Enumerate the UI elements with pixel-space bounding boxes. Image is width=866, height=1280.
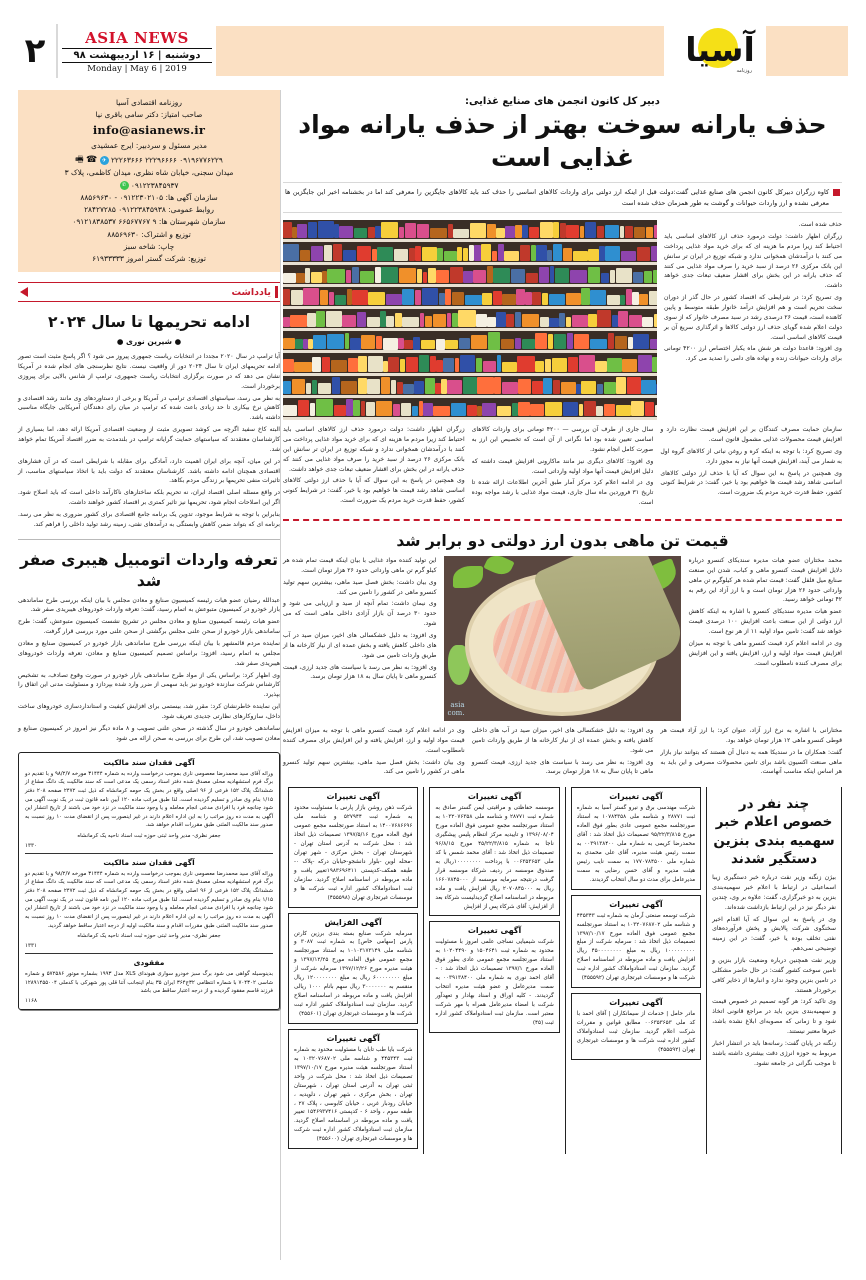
lost-notice-ref: ۱۱۶۸ — [25, 997, 38, 1004]
legal-notice-signature: جعفر نظری- مدیر واحد ثبتی حوزه ثبت اسناد ناحیه یک کرمانشاه — [77, 933, 221, 940]
fish-col-right-text — [688, 556, 842, 668]
main-column — [280, 90, 848, 1260]
classified-column-2 — [424, 787, 565, 1154]
ad-body: سرمایه شرکت صنایع بسته بندی برزین کارتن پارس [سهامی خاص] به شماره ثبت ۳۰۸۷ و شناسه ملی ۱۰۱۰۳۱۷۳۱۴۹ به استناد صورتجلسه مجمع عمومی فوق العاده مورخ ۱۳۹۷/۱۲/۲۵ و هیئت مدیره مورخ ۱۳۹۷/۱۲/۲۶ سرمایه شرکت از مبلغ ۶۰۰۰۰۰۰۰۰ ریال به مبلغ ۱۲۰۰۰۰۰۰۰۰ ریال منقسم به ۳۰۰۰۰۰۰۰ ریال سهم بانام ۱۰۰۰ ریالی افزایش یافت و ماده مربوطه در اساسنامه اصلاح گردید. سازمان ثبت اسنادواملاک کشور اداره ثبت شرکت ها و موسسات غیرتجاری تهران (۴۵۵۶۰۱) — [294, 930, 413, 1017]
info-ads: سازمان آگهی ها: ۰۹۱۲۲۳۰۲۱۰۵ - ۸۸۵۶۹۶۳۰ — [80, 192, 218, 202]
classified-ad[interactable] — [288, 913, 418, 1024]
fish-col-right — [688, 556, 842, 721]
legal-notice-ref: ۱۳۳۰ — [25, 842, 38, 849]
tuna-can-photo — [444, 556, 682, 721]
lead-col-right — [664, 220, 842, 420]
lead-lede — [283, 182, 842, 213]
masthead-band — [216, 26, 664, 76]
info-print: چاپ: شاخه سبز — [123, 241, 175, 251]
legal-notice-body: وراثه آقای سید محمدرضا معصومی ناری بموجب درخواست وارده به شماره ۳۱۴۴۴ مورخه ۹۸/۲/۷ و با تقدیم دو برگ فرم استشهادیه محلی مصدق شده دفتر اسناد رسمی یک مدعی است که سند مالکیت یک دانگ مشاع از ششدانگ پلاک ۱۵۲ فرعی از ۹۶ اصلی واقع در بخش یک حومه کرمانشاه که ذیل ثبت ۲۴۷۲ صفحه ۲۰۸ دفتر ۱/۱۵ بنام وی صادر و تسلیم گردیده است. لذا طبق مراتب ماده ۱۲۰ آیین نامه قانون ثبت در یک نوبت آگهی می شود چنانچه فرد یا افرادی مدعی انجام معامله و یا وجود سند مالکیت در نزد خود می باشند از تاریخ انتشار این آگهی به مدت ده روز مراتب را به این اداره اعلام دارند در غیر اینصورت پس از انقضای مدت ۱۰ روز نسبت به صدور سند مالکیت المثنی طبق مقررات اقدام خواهد شد. — [25, 770, 274, 829]
fish-columns — [283, 556, 842, 721]
legal-notices-box — [18, 752, 280, 1010]
page-body — [18, 90, 848, 1260]
publication-info-box — [18, 90, 280, 272]
date-english: Monday | May 6 | 2019 — [87, 63, 187, 74]
logo-subtitle: روزنامه — [736, 68, 752, 74]
ad-body: شرکت بایا طب تابان با مسئولیت محدود به شماره ثبت ۴۴۵۳۴۳ و شناسه ملی ۱۰۳۲۰۷۶۸۷۰۲ به استناد صورتجلسه هیئت مدیره مورخ ۱۳۹۷/۱۰/۱۷ تصمیمات ذیل اتخاذ شد : محل شرکت در واحد ثبتی تهران به آدرس استان تهران ، شهرستان تهران ، بخش مرکزی ، شهر تهران ، دلویدیه ، خیابان رودبار غربی ، خیابان کابوسی ، پلاک ۲۷ ، طبقه سوم ، واحد ۶ - کدپستی ۱۵۴۶۹۳۷۴۱۶ تغییر یافت و ماده مربوطه در اساسنامه اصلاح گردید. سازمان ثبت اسنادواملاک کشور اداره ثبت شرکت ها و موسسات غیرتجاری تهران (۴۵۵۶۰۰) — [294, 1046, 413, 1143]
info-cities: سازمان شهرستان ها: ۹ ۶۶۵۶۷۷۶۷ ۰۹۱۲۱۸۳۸۵۳۷ — [72, 217, 226, 227]
supermarket-photo — [283, 220, 657, 420]
paragraph: وی همچنین در پاسخ به این سوال که آیا با حذف ارز دولتی کالاهای اساسی شاهد رشد قیمت ها خواهیم بود یا خیر، گفت: در شرایط کنونی کشور، حفظ قدرت خرید مردم یک ضرورت است. — [660, 469, 842, 497]
paragraph: البته کاخ سفید اگرچه می کوشد تصویری مثبت از وضعیت اقتصادی آمریکا ارائه دهد، اما بسیاری از کارشناسان معتقدند که سیاستهای حمایت گرایانه ترامپ در بلندمدت به ضرر اقتصاد آمریکا تمام خواهد شد. — [18, 426, 280, 453]
paragraph: این نماینده خاطرنشان کرد: مقرر شد، بیستمی برای افزایش کیفیت و استانداردسازی خودروهای ساخت داخل، سازوکارهای نظارتی جدیدی تعریف شود. — [18, 703, 280, 721]
ad-body: مادر حامل | خدمات از سیمانکاران | آقای احمد با کد ملی ۰۰۶۳۵۳۶۵۳ مطابق قوانین و مقررات شرکت اعلام گردید. سازمان ثبت اسنادواملاک کشور اداره ثبت شرکت ها و موسسات غیرتجاری تهران (۴۵۵۵۹۲) — [576, 1011, 696, 1053]
fish-lower-mid-text — [472, 726, 654, 777]
paragraph: وی در ادامه اعلام کرد قیمت کنسرو ماهی با توجه به میزان افزایش قیمت مواد اولیه و ارز، افزایش یافته و این افزایش برای مصرف کننده نامطلوب است. — [688, 639, 842, 667]
note-section-header — [18, 282, 280, 302]
lead-lower-mid — [472, 425, 654, 510]
right-column — [18, 90, 280, 1260]
classified-ad[interactable] — [288, 1029, 418, 1149]
paragraph: این تولید کننده مواد غذایی با بیان اینکه قیمت تمام شده هر کیلو گرم تن ماهی وارداتی حدود ۲۶ هزار تومان است. — [283, 556, 437, 574]
ad-body: شرکت ذهن روشن بازار پارس با مسئولیت محدود به شماره ثبت ۵۲۷۹۴۴ و شناسه ملی ۱۴۰۰۷۶۸۶۶۹۶ به استناد صورتجلسه مجمع عمومی فوق العاده مورخ ۱۳۹۷/۵/۱۶ تصمیمات ذیل اتخاذ شد : محل شرکت به آدرس استان تهران - شهرستان تهران - بخش مرکزی - شهر تهران -محله لوین -بلوار دانشجو-خیابان درکه -پلاک ۰-طبقه همکف-کدپستی ۱۹۸۳۶۹۶۴۱۱تغییر یافت و ماده مربوطه در اساسنامه اصلاح گردید. سازمان ثبت اسنادواملاک کشور اداره ثبت شرکت ها و موسسات غیرتجاری تهران (۴۵۵۵۹۸) — [294, 805, 413, 901]
classifieds-grid — [283, 787, 842, 1154]
paragraph: گفت: همکاران ما در سندیکا همه به دنبال آن هستند که بتوانند نیاز بازار ماهی صنعت اکسیون باشد برای تامین محصولات مصرفی و این باید به هر اساس اینکه مناسب آنهاست. — [660, 748, 842, 776]
note-body — [18, 352, 280, 530]
paragraph: وزیر نفت همچنین درباره وضعیت بازار بنزین و تامین سوخت کشور گفت: در حال حاضر مشکلی در تامین بنزین وجود ندارد و انبارها از ذخایر کافی برخوردار هستند. — [712, 956, 836, 994]
paragraph: وی بیان داشت: بخش فصل صید ماهی، بیشترین سهم تولید کنسرو ماهی در کشور را تامین می کند. — [282, 758, 465, 776]
paragraph: در این میان، آنچه برای ایران اهمیت دارد، آمادگی برای مقابله با شرایطی است که در آن فشارهای اقتصادی همچنان ادامه داشته باشد. کارشناسان معتقدند که دولت باید با اتخاذ سیاستهای مناسب، از تاثیرات منفی تحریمها بر زندگی مردم بکاهد. — [18, 457, 280, 485]
classified-ad[interactable] — [429, 921, 559, 1032]
phone-icon: ☎ — [86, 154, 98, 165]
info-email[interactable]: info@asianews.ir — [92, 123, 206, 138]
paragraph: زرگران اظهار داشت: دولت درمورد حذف ارز کالاهای اساسی باید احتیاط کند زیرا مردم ما هزینه ای که برای خرید مواد غذایی پرداخت می کنند با درآمدشان همخوانی ندارد و شبکه توزیع در ایران تر سانش این بانک مرکزی ۲۶ درصد از سبد خرید را صرف مواد غذایی می کنند که حذف یارانه در این بخش برای اقشار ضعیف تبعات جدی خواهد داشت. — [282, 426, 465, 473]
fish-lower-left-text — [283, 726, 465, 777]
car-body — [18, 596, 280, 744]
parsley-leaf-icon — [453, 566, 483, 588]
info-owner: صاحب امتیاز: دکتر سامی باقری نیا — [95, 110, 203, 120]
lead-lower-left — [283, 425, 465, 510]
paragraph: مختارانی با اشاره به نرخ ارز آزاد، عنوان کرد: با ارز آزاد قیمت هر قوطی کنسرو ماهی ۱۲ هزار تومان خواهد بود. — [660, 726, 842, 744]
logo-text: آسیا — [685, 29, 755, 69]
info-address: میدان سجنی، خیابان شاه نظری، میدان کاظمی، پلاک ۳ — [64, 168, 234, 178]
lead-lede-text: کاوه زرگران دبیرکل کانون انجمن های صنایع غذایی گفت:دولت قبل از اینکه ارز دولتی برای واردات کالاهای اساسی را حذف کند باید کالاهای جایگزین را معرفی کند اما در بخشنامه اخیر این جایگزین ها معرفی نشده و ارز واردات حیوانات و گوشت به طور همزمان حذف شده است — [285, 188, 829, 207]
info-pr: روابط عمومی: ۰۹۱۲۲۳۸۴۵۹۳۸ ۲۸۴۲۷۲۸۵ — [84, 205, 214, 215]
ad-body: موسسه حفاظتی و مراقبتی ایمن گستر صادق به شماره ثبت ۲۸۷۷۱ و شناسه ملی ۱۰۳۲۰۷۶۳۵۸ به استناد صورتجلسه مجمع عمومی فوق العاده مورخ ۱۳۹۶/۰۸/۰۴ و تاییدیه مرکز انتظام پلیس پیشگیری ناجا به شماره ۴۵/۲۲/۳/۸۱۵ مورخ ۹۶/۸/۱۵ تصمیمات ذیل اتخاذ شد : آقای محمد شمس با کد ملی ۰۰۶۳۵۳۶۵۳ با پرداخت ۱۰۰۰۰۰۰۰۰ریال به صندوق موسسه در ردیف شرکاء موسسه قرار گرفت درنتیجه سرمایه موسسه از ۱۶۶۰۷۸۴۵۰۰۰ ریال به ۲۰۷۰۸۴۵۰۰۰ ریال افزایش یافت و ماده مربوطه در اساسنامه اصلاح گردیدلیست شرکاء بعد از افزایش: آقای شرکاء پس از افزایش — [435, 805, 554, 910]
masthead — [18, 18, 848, 84]
lead-col-right-text — [664, 220, 842, 364]
right-divider — [18, 539, 280, 540]
notice-divider — [25, 853, 273, 854]
fish-lower-right — [660, 726, 842, 779]
paragraph: محمد مختاران عضو هیات مدیره سندیکای کنسرو درباره دلایل افزایش قیمت کنسرو ماهی و کباب، شدن این صنعت صنایع میل فلفل گفت: قیمت تمام شده هر کیلوگرم تن ماهی وارداتی حدود ۲۶ هزار تومان است و با ارز آزاد این رقم به ۴۲ تومانی خواهد رسید. — [688, 556, 842, 604]
lead-lower-right — [660, 425, 842, 510]
bullet-square-icon — [833, 189, 840, 196]
info-mobile: ۰۹۱۲۲۳۸۴۵۹۳۷ — [130, 180, 179, 190]
ad-title: آگهی تغییرات — [609, 899, 663, 909]
paragraph: وی افزود: به نظر می رسد با سیاست های جدید ارزی، قیمت کنسرو ماهی تا پایان سال به ۱۸ هزار تومان برسد. — [471, 758, 654, 776]
note-byline: ● شیرین نوری ● — [116, 337, 182, 347]
paragraph: وی نیمان داشت: تمام آنچه از صید و ارزیابی می شود و حدود ۳۰ درصد آن بازار آزادی داخلی ماهی است که می شود. — [283, 600, 437, 628]
paragraph: وی در ادامه اعلام کرد مرکز آمار طبق آخرین اطلاعات ارائه شده تا تاریخ ۳۱ فروردین ماه سال جاری، قیمت مواد غذایی با رشد مواجه بوده است. — [471, 479, 654, 507]
paragraph: آیا ترامپ در سال ۲۰۲۰ مجددا در انتخابات ریاست جمهوری پیروز می شود ؟ اگر پاسخ مثبت است تصور ادامه تحریمهای ایران تا سال ۲۰۲۴ دور از واقعیت نیست. نتایج نظرسنجی های انجام شده در آمریکا نشان می دهد که در صورت برگزاری انتخابات ریاست جمهوری، ترامپ از شانس بالایی برای پیروزی برخوردار است. — [18, 353, 280, 390]
parsley-leaf-icon — [484, 556, 515, 579]
petrol-column — [707, 787, 842, 1154]
ad-title: آگهی تغییرات — [467, 792, 522, 802]
ad-title: آگهی تغییرات — [326, 792, 380, 802]
telegram-icon[interactable]: ✈ — [101, 156, 107, 164]
lead-lower-mid-text — [472, 425, 654, 508]
date-persian: دوشنبه | ۱۶ اردیبهشت ۹۸ — [62, 48, 212, 63]
lead-headline: حذف یارانه سوخت بهتر از حذف یارانه مواد غذایی است — [298, 110, 827, 172]
section-label: یادداشت — [231, 286, 271, 298]
car-headline: تعرفه واردات اتومبیل هیبری صفر شد — [19, 550, 279, 590]
paragraph: حذف شده است. — [798, 221, 842, 229]
info-editor: مدیر مسئول و سردبیر: ایرج عمشیدی — [91, 141, 207, 151]
paragraph: بیژن زنگنه وزیر نفت درباره خبر دستگیری زیبا اسماعیلی در ارتباط با اعلام خبر سهمیه‌بندی بنزین به دو خبرگزاری، گفت: علاوه بر وی، چندین نفر دیگر نیز در این ارتباط بازداشت شده‌اند. — [712, 874, 836, 911]
paragraph: وی اظهار کرد: براساس یکی از مواد طرح ساماندهی بازار خودرو در صورت وقوع تصادف، به تشخیص کارشناس شرکت سازنده خودرو نیز باید سهمی از ضرر وارد شده بپردازد و مسئولیت مدنی این اتفاق را بپذیرد. — [18, 671, 280, 699]
fish-lower-mid — [472, 726, 654, 779]
info-paper-name: روزنامه اقتصادی آسیا — [116, 98, 182, 107]
classified-ad[interactable] — [571, 895, 701, 989]
masthead-divider — [56, 24, 58, 78]
classified-ad[interactable] — [571, 787, 701, 889]
legal-notice-body: وراثه آقای سید محمدرضا معصومی ناری بموجب درخواست وارده به شماره ۳۱۴۴۴ مورخه ۹۸/۲/۷ و با تقدیم دو برگ فرم استشهادیه محلی مصدق شده دفتر اسناد رسمی یک مدعی است که سند مالکیت یک دانگ مشاع از ششدانگ پلاک ۱۵۲ فرعی از ۹۶ اصلی واقع در بخش یک حومه کرمانشاه که ذیل ثبت ۲۴۷۲ صفحه ۲۰۸ دفتر ۱/۱۵ بنام وی صادر و تسلیم گردیده است. لذا طبق مراتب ماده ۱۲۰ آیین نامه قانون ثبت در یک نوبت آگهی می شود چنانچه فرد یا افرادی مدعی انجام معامله و یا وجود سند مالکیت در نزد خود می باشند از تاریخ انتشار این آگهی به مدت ده روز مراتب را به این اداره اعلام دارند در غیر اینصورت پس از انقضای مدت ۱۰ روز نسبت به صدور سند مالکیت المثنی طبق مقررات اقدام و سند مالکیت اولیه از درجه اعتبار ساقط خواهد گردید. — [25, 870, 274, 929]
page-number: ۲ — [24, 31, 46, 71]
lead-photo-wrap — [283, 220, 657, 420]
info-mobile-row — [27, 180, 271, 192]
ad-body: شرکت شیمیایی نساجی علمی امروز با مسئولیت محدود به شماره ثبت ۱۵۰۴۶۴۱ و ۱۰۲۰۴۴۹۰ به استناد صورتجلسه مجمع عمومی عادی بطور فوق العاده مورخ ۱۳۹۷/۱ تصمیمات ذیل اتخاذ شد : - آقای احمد نوری به شماره ملی ۰۰۳۹۱۳۸۴۰۰ به سمت مدیرعامل و عضو هیئت مدیره انتخاب گردیدند. - کلیه اوراق و اسناد بهادار و تعهدآور شرکت با امضاء مدیرعامل همراه با مهر شرکت معتبر است. سازمان ثبت اسنادواملاک کشور اداره ثبت (۴۵) — [435, 939, 554, 1026]
paragraph: وی همچنین در پاسخ به این سوال که آیا با حذف ارز دولتی کالاهای اساسی شاهد رشد قیمت ها خواهیم بود یا خیر، گفت: در شرایط کنونی کشور، حفظ قدرت خرید مردم یک ضرورت است. — [282, 477, 465, 505]
paragraph: وی افزود: به نظر می رسد با سیاست های جدید ارزی، قیمت کنسرو ماهی تا پایان سال به ۱۸ هزار تومان برسد. — [283, 663, 437, 681]
ad-title: آگهی تغییرات — [609, 998, 663, 1008]
info-phones — [27, 153, 271, 168]
legal-notice-title: آگهی فقدان سند مالکیت — [103, 757, 195, 767]
fish-photo-wrap — [444, 556, 682, 721]
ad-title: آگهی تغییرات — [467, 926, 522, 936]
fish-col-left — [283, 556, 437, 721]
fish-headline: قیمت تن ماهی بدون ارز دولتی دو برابر شد — [396, 532, 729, 550]
paragraph: زنگنه در پایان گفت: رسانه‌ها باید در انتشار اخبار مربوط به حوزه انرژی دقت بیشتری داشته باشند تا موجب نگرانی در جامعه نشود. — [712, 1039, 836, 1067]
ad-title: آگهی تغییرات — [609, 792, 663, 802]
section-bar-icon — [275, 286, 278, 298]
classified-ad[interactable] — [288, 787, 418, 907]
lead-body-columns — [283, 220, 842, 420]
note-headline: ادامه تحریمها تا سال ۲۰۲۴ — [47, 313, 251, 332]
lost-notice-title: مفقودی — [133, 957, 165, 967]
classified-column-3 — [566, 787, 707, 1154]
paragraph: بنابراین با توجه به شرایط موجود، تدوین یک برنامه جامع اقتصادی برای کشور ضروری به نظر می رسد. برنامه ای که بتواند ضمن کاهش وابستگی به درآمدهای نفتی، زمینه رشد تولید داخلی را فراهم کند. — [18, 511, 280, 528]
paragraph: ساماندهی خودرو در سال گذشته در صحن علنی تصویب و ۸ ماده دیگر نیز امروز در کمیسیون صنایع و معادن تصویب شد، این طرح برای بررسی به صحن ارائه می شود — [18, 724, 280, 742]
paragraph: عبدالله رضیان عضو هیات رئیسه کمیسیون صنایع و معادن مجلس با بیان اینکه بررسی طرح ساماندهی بازار خودرو در کمیسیون متبوعش به اتمام رسید، گفت: تعرفه واردات خودروهای هیبریدی صفر شد. — [18, 596, 280, 614]
paragraph: وی افزود: به دلیل خشکسالی های اخیر، میزان صید در آب های داخلی کاهش یافته و بخش عمده ای از نیاز کارخانه ها از طریق واردات تامین می شود. — [283, 631, 437, 659]
brand-name-en: ASIA NEWS — [85, 28, 189, 47]
petrol-headline: چند نفر در خصوص اعلام خبر سهمیه بندی بنزین دستگیر شدند — [713, 796, 835, 867]
paragraph: نماینده مردم قائمشهر با بیان اینکه بررسی طرح ساماندهی بازار خودرو در کمیسیون صنایع و معادن مجلس به اتمام رسید، افزود: براساس تصمیم کمیسیون صنایع و معادن، تعرفه واردات خودروهای هیبریدی صفر شد. — [18, 640, 280, 667]
ad-body: شرکت مهندسی برق و نیرو گستر آسیا به شماره ثبت ۲۸۷۷۱ و شناسه ملی ۱۰۷۸۴۳۵۸ به استناد صورتجلسه مجمع عمومی عادی بطور فوق العاده مورخ ۹۵/۲۲/۳/۸۱۵ تصمیمات ذیل اتخاذ شد : آقای محمدرضا کریمی به شماره ملی ۰۰۳۹۱۳۸۴۰۰ به سمت رئیس هیئت مدیره، آقای علی محمدی به شماره ملی ۱۷۷۰۷۸۴۵۰۰ به سمت نایب رئیس هیئت مدیره و آقای حسن رضایی به سمت مدیرعامل برای مدت دو سال انتخاب گردیدند. — [576, 805, 696, 883]
photo-watermark: asia .com — [447, 700, 465, 717]
paragraph: وی تصریح کرد: با توجه به اینکه کره و روغن نباتی از کالاهای گروه اول به شمار می آیند، افزایش قیمت آنها نیاز به مجوز دارد. — [660, 447, 842, 465]
lead-lower-left-text — [283, 425, 465, 506]
lead-kicker: دبیر کل کانون انجمن های صنایع غذایی: — [465, 96, 660, 107]
paragraph: در واقع مسئله اصلی اقتصاد ایران، نه تحریم بلکه ساختارهای ناکارآمد داخلی است که باید اصلاح شود. اگر این اصلاحات انجام شود، تحریمها نیز تاثیر کمتری بر اقتصاد کشور خواهند داشت. — [18, 489, 280, 507]
lead-lower-right-text — [660, 425, 842, 498]
fish-col-left-text — [283, 556, 437, 682]
paragraph: وی افزود: به دلیل خشکسالی های اخیر، میزان صید در آب های داخلی کاهش یافته و بخش عمده ای از نیاز کارخانه ها از طریق واردات تامین می شود. — [471, 726, 654, 754]
fax-icon: 🖷 — [75, 154, 84, 165]
paragraph: وی در ادامه اعلام کرد قیمت کنسرو ماهی با توجه به میزان افزایش قیمت مواد اولیه و ارز، افزایش یافته و این افزایش برای مصرف کننده نامطلوب است. — [282, 726, 465, 754]
whatsapp-icon[interactable]: ✆ — [120, 181, 129, 190]
paragraph: عضو هیات رئیسه کمیسیون صنایع و معادن مجلس در تشریح نشست کمیسیون متبوعش، گفت: طرح ساماندهی بازار خودرو از صحن علنی مجلس برگشتی از صحن علنی مورد بررسی قرار گرفت. — [18, 618, 280, 636]
ad-title: آگهی الفزایش — [324, 917, 382, 927]
paragraph: وی در پاسخ به این سوال که آیا اقدام اخیر سخنگوی شرکت پالایش و پخش فرآورده‌های نفتی تخلف بوده یا خیر، گفت: در این زمینه توضیحی نمی‌دهم. — [712, 915, 836, 953]
classified-ad[interactable] — [429, 787, 559, 916]
phone-numbers: ۰۹۱۹۶۷۷۶۲۲۹ ۲۲۲۹۶۶۶۶ ۲۲۲۶۳۶۶۶ — [110, 155, 223, 165]
legal-notice-title: آگهی فقدان سند مالکیت — [103, 857, 195, 867]
lost-notice-body: بدینوسیله گواهی می شود برگ سبز خودرو سواری هیوندای XLS مدل ۱۹۹۳ بشماره موتور ۵۷۲۵۸۶ و شماره شاسی ۷۰۴۳۰۲ با شماره انتظامی ۳۲ج۳۶۴ ایران ۳۵ بنام اینجانب آتنا قلی پور شهرکی با کدملی ۱۲۸۹۱۴۵۵۰۰۴ فرزند قاسم مفقود گردیده و از درجه اعتبار ساقط می باشد — [25, 970, 273, 995]
paragraph: عضو هیات مدیره سندیکای کنسرو با اشاره به اینکه کاهش ارز دولتی از این صنعت باعث افزایش ۱۰۰ درصدی قیمت خواهد شد گفت: تامین مواد اولیه ۱۱ از هر نوع است. — [688, 608, 842, 635]
paragraph: وی بیان داشت: بخش فصل صید ماهی، بیشترین سهم تولید کنسرو ماهی در کشور را تامین می کند. — [283, 578, 437, 596]
fish-lower-right-text — [660, 726, 842, 777]
masthead-left-band — [766, 26, 848, 76]
paragraph: وی افزود: کالاهای دیگری نیز مانند ماکارونی افزایش قیمت داشته که دلیل افزایش قیمت آنها مواد اولیه وارداتی است. — [471, 457, 654, 475]
ad-title: آگهی تغییرات — [326, 1033, 380, 1043]
paragraph: زرگران اظهار داشت: دولت درمورد حذف ارز کالاهای اساسی باید احتیاط کند زیرا مردم ما هزینه ای که برای خرید مواد غذایی پرداخت می کنند با درآمدشان همخوانی ندارد و شبکه توزیع در ایران تر سانش این بانک مرکزی ۲۶ درصد از سبد خرید را صرف مواد غذایی می کنند که حذف یارانه در این بخش برای اقشار ضعیف تبعات جدی خواهد داشت. — [663, 232, 842, 290]
paragraph: وی تاکید کرد: هر گونه تصمیم در خصوص قیمت و سهمیه‌بندی بنزین باید در مراجع قانونی اتخاذ شود و تا زمانی که مصوبه‌ای ابلاغ نشده باشد، خبرها معتبر نیستند. — [712, 998, 836, 1035]
classified-ad[interactable] — [571, 993, 701, 1060]
classified-column-1 — [283, 787, 424, 1154]
triangle-icon — [20, 287, 28, 297]
info-distributor: توزیع: شرکت گستر امروز ۶۱۹۳۳۳۳۳ — [92, 254, 206, 263]
petrol-body — [712, 873, 836, 1068]
paragraph: سازمان حمایت مصرف کنندگان بر این افزایش قیمت نظارت دارد و افزایش قیمت محصولات غذایی مشمول قانون است. — [660, 426, 842, 443]
notice-divider — [25, 953, 273, 954]
legal-notice-ref: ۱۳۳۱ — [25, 942, 38, 949]
paragraph: وی افزود: قاعدتا دولت هر شش ماه یکبار اختصاص ارز ۴۲۰۰ تومانی برای واردات حیوانات زنده و نهاده های دامی را تمدید می کرد. — [663, 345, 842, 363]
ad-body: شرکت توسعه صنعتی آرمان به شماره ثبت ۴۴۵۳۴۳ و شناسه ملی ۱۰۳۲۰۷۶۸۷۰۲ به استناد صورتجلسه مجمع عمومی فوق العاده مورخ ۱۳۹۷/۱۰/۱۷ تصمیمات ذیل اتخاذ شد : سرمایه شرکت از مبلغ ۱۰۰۰۰۰۰۰۰۰ ریال به مبلغ ۴۵۰۰۰۰۰۰۰۰ ریال افزایش یافت و ماده مربوطه در اساسنامه اصلاح گردید. سازمان ثبت اسنادواملاک کشور اداره ثبت شرکت ها و موسسات غیرتجاری تهران (۴۵۵۵۹۲) — [576, 912, 696, 982]
paragraph: وی تصریح کرد: در شرایطی که اقتصاد کشور در حال گذر از دوران سخت تحریم است و هم افزایش درآمد خانوار طبقه متوسط و پایین کاهنده است، قیمت ۲۶ درصدی رشد در سبد مصرف خانوار که از سوی دولت اعلام شده گویای حذف ارز دولتی کالاها و اثرگذاری سریع آن بر قیمت کالاهای اساسی است. — [663, 294, 842, 341]
legal-notice-signature: جعفر نظری- مدیر واحد ثبتی حوزه ثبت اسناد ناحیه یک کرمانشاه — [77, 833, 221, 840]
fish-lower-left — [283, 726, 465, 779]
dashed-divider — [283, 519, 842, 521]
masthead-brand — [62, 18, 212, 84]
fish-lower-columns — [283, 726, 842, 779]
newspaper-logo — [674, 18, 766, 84]
info-distribution: توزیع و اشتراک: ۸۸۵۶۹۶۳۰ — [107, 229, 191, 239]
lead-lower-columns — [283, 425, 842, 510]
paragraph: سال جاری از طرف آن بررسی — ۴۲۰۰ تومانی برای واردات کالاهای اساسی تعیین شده بود اما نگرانی از آن است که تخصیص این ارز به صورت کامل انجام نشود. — [471, 426, 654, 453]
paragraph: به نظر می رسد، سیاستهای اقتصادی ترامپ در آمریکا و برخی از دستاوردهای وی مانند رشد اقتصادی و کاهش نرخ بیکاری تا حد زیادی باعث شده که ترامپ در میان رای دهندگان آمریکایی جایگاه مناسبی داشته باشد. — [18, 394, 280, 422]
